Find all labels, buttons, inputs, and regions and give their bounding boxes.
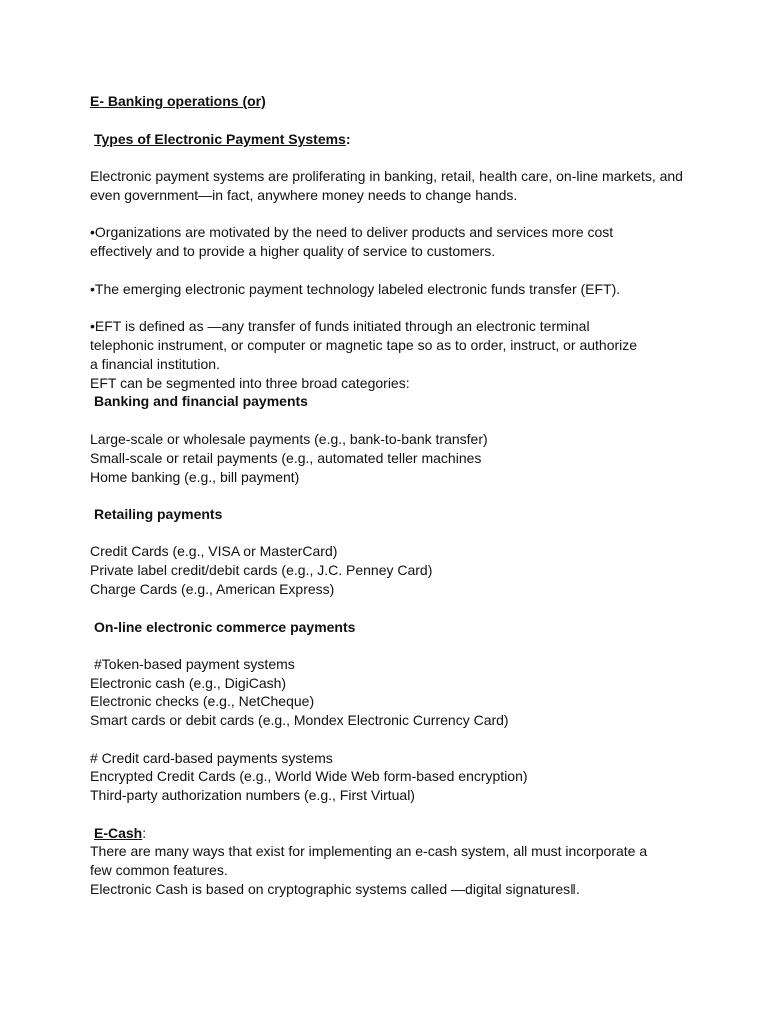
section-heading-ecash-text: E-Cash (94, 825, 143, 841)
ecash-line: There are many ways that exist for implementing an e-cash system, all must incorporate a (90, 843, 648, 859)
section-heading-retail: Retailing payments (94, 506, 223, 522)
list-item: Large-scale or wholesale payments (e.g., bank-to-bank transfer) (90, 431, 488, 447)
bullet-organizations-cont: effectively and to provide a higher quality of service to customers. (90, 243, 496, 259)
bullet-eft-definition-cont: telephonic instrument, or computer or magnetic tape so as to order, instruct, or authorize (90, 337, 638, 353)
document-title: E- Banking operations (or) (90, 93, 266, 109)
bullet-eft-technology: •The emerging electronic payment technology labeled electronic funds transfer (EFT). (90, 281, 621, 297)
ecash-line: Electronic Cash is based on cryptographic systems called —digital signatures‖. (90, 881, 580, 897)
list-item: Third-party authorization numbers (e.g., First Virtual) (90, 787, 415, 803)
list-item: Encrypted Credit Cards (e.g., World Wide Web form-based encryption) (90, 768, 528, 784)
list-item: Charge Cards (e.g., American Express) (90, 581, 335, 597)
subsection-heading-credit: # Credit card-based payments systems (90, 750, 333, 766)
list-item: Credit Cards (e.g., VISA or MasterCard) (90, 543, 338, 559)
list-item: Electronic cash (e.g., DigiCash) (90, 675, 287, 691)
list-item: Smart cards or debit cards (e.g., Mondex Electronic Currency Card) (90, 712, 509, 728)
list-item: Home banking (e.g., bill payment) (90, 469, 300, 485)
list-item: Small-scale or retail payments (e.g., automated teller machines (90, 450, 482, 466)
section-heading-online: On-line electronic commerce payments (94, 619, 356, 635)
section-heading-ecash-colon: : (142, 825, 147, 841)
section-heading-banking: Banking and financial payments (94, 393, 308, 409)
section-heading-ecash (94, 824, 146, 843)
eft-categories-intro: EFT can be segmented into three broad categories: (90, 375, 410, 391)
intro-line: Electronic payment systems are proliferating in banking, retail, health care, on-line markets, and (90, 168, 683, 184)
document-subtitle-text: Types of Electronic Payment Systems (94, 131, 346, 147)
bullet-eft-definition-cont: a financial institution. (90, 356, 220, 372)
list-item: Electronic checks (e.g., NetCheque) (90, 693, 315, 709)
document-subtitle (94, 130, 351, 149)
intro-line: even government—in fact, anywhere money needs to change hands. (90, 187, 518, 203)
subsection-heading-token: #Token-based payment systems (94, 656, 295, 672)
bullet-eft-definition: •EFT is defined as —any transfer of funds initiated through an electronic terminal (90, 318, 590, 334)
document-subtitle-colon: : (345, 131, 351, 147)
list-item: Private label credit/debit cards (e.g., J.C. Penney Card) (90, 562, 433, 578)
ecash-line: few common features. (90, 862, 228, 878)
bullet-organizations: •Organizations are motivated by the need to deliver products and services more cost (90, 224, 614, 240)
